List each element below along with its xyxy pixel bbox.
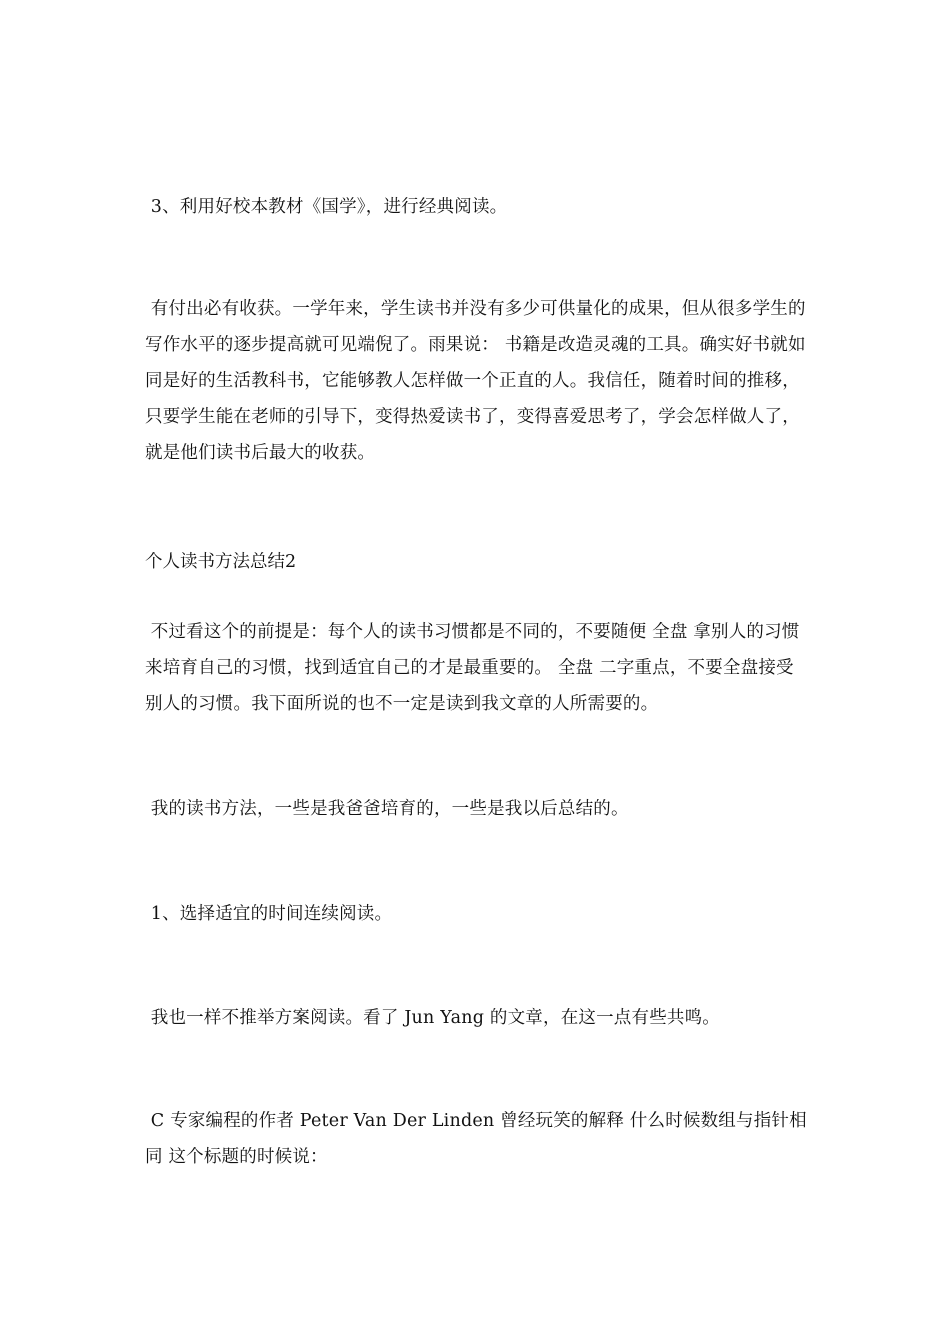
paragraph-premise: 不过看这个的前提是：每个人的读书习惯都是不同的，不要随便 全盘 拿别人的习惯来培育自己的习惯，找到适宜自己的才是最重要的。 全盘 二字重点，不要全盘接受别人的习惯。我下面所说的也不一定是读到我文章的人所需要的。 [145,622,800,714]
paragraph-classics-reading: 3、利用好校本教材《国学》，进行经典阅读。 [145,197,508,217]
paragraph-my-methods: 我的读书方法，一些是我爸爸培育的，一些是我以后总结的。 [145,799,629,819]
paragraph-reading-harvest: 有付出必有收获。一学年来，学生读书并没有多少可供量化的成果，但从很多学生的写作水平的逐步提高就可见端倪了。雨果说： 书籍是改造灵魂的工具。确实好书就如同是好的生活教科书，它能够教人怎样做一个正直的人。我信任，随着时间的推移，只要学生能在老师的引导下，变得热爱读书了，变得喜爱思考了，学会怎样做人了，就是他们读书后最大的收获。 [145,299,806,463]
paragraph-method-one: 1、选择适宜的时间连续阅读。 [145,904,393,924]
paragraph-c-expert: C 专家编程的作者 Peter Van Der Linden 曾经玩笑的解释 什么时候数组与指针相同 这个标题的时候说： [145,1111,807,1167]
section-heading: 个人读书方法总结2 [145,552,297,572]
paragraph-no-plan-reading: 我也一样不推举方案阅读。看了 Jun Yang 的文章，在这一点有些共鸣。 [145,1008,721,1028]
